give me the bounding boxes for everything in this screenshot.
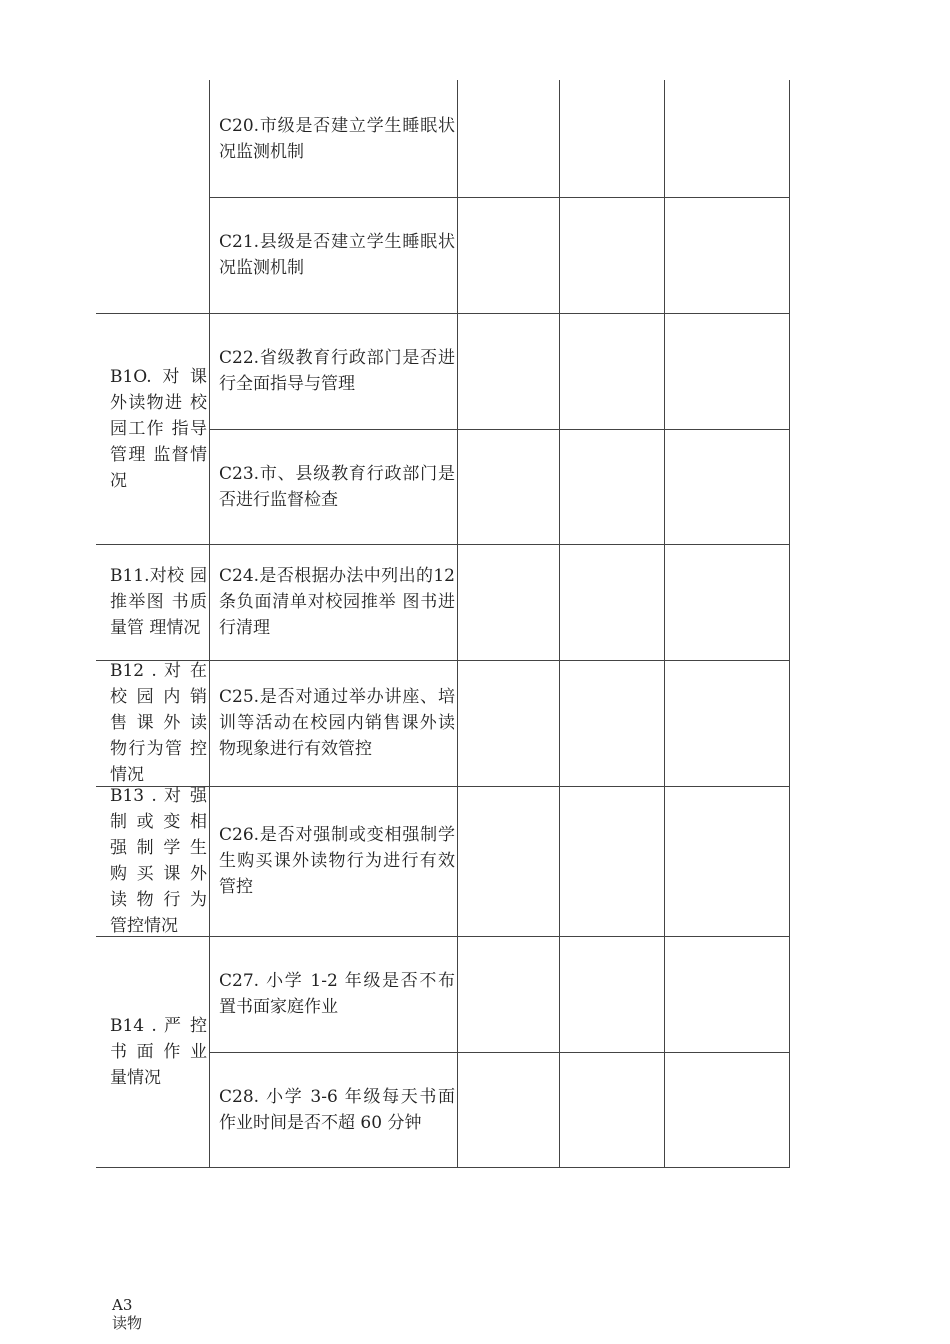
group-label: B13 . 对 强 制 或 变 相 强 制 学 生 购 买 课 外 读 物 行 为 管控情况 [110,786,207,936]
group-label: B1O.对课 外读物进 校园工作 指导管理 监督情况 [110,366,207,491]
item-text: C21.县级是否建立学生睡眠状况监测机制 [219,232,455,278]
item-cell-c27 [211,936,457,1052]
page-footer-note [112,1296,172,1332]
item-text: C28. 小学 3-6 年级每天书面作业时间是否不超 60 分钟 [219,1087,455,1133]
item-text: C26.是否对强制或变相强制学生购买课外读物行为进行有效管控 [219,825,455,897]
group-label: B11.对校 园推举图 书质量管 理情况 [110,566,207,638]
item-cell-c20 [211,80,457,197]
group-cell-b12 [96,660,209,786]
item-cell-c23 [211,429,457,544]
group-cell-b11 [96,544,209,660]
group-cell-b14 [96,936,209,1168]
item-text: C27. 小学 1-2 年级是否不布置书面家庭作业 [219,971,455,1017]
group-label: B14 . 严 控 书 面 作 业 量情况 [110,1016,207,1088]
item-text: C23.市、县级教育行政部门是否进行监督检查 [219,463,455,510]
item-text: C24.是否根据办法中列出的12条负面清单对校园推举 图书进行清理 [219,566,455,638]
item-text: C20.市级是否建立学生睡眠状况监测机制 [219,115,455,162]
item-cell-c21 [211,197,457,313]
item-cell-c24 [211,544,457,660]
item-text: C25.是否对通过举办讲座、培训等活动在校园内销售课外读物现象进行有效管控 [219,687,455,759]
item-cell-c22 [211,313,457,429]
footer-line-2: 读物 [112,1314,143,1332]
group-label: B12 . 对 在 校 园 内 销 售 课 外 读 物行为管 控情况 [110,661,207,785]
group-cell-b10 [96,313,209,544]
item-cell-c26 [211,786,457,936]
item-text: C22.省级教育行政部门是否进行全面指导与管理 [219,348,455,394]
item-cell-c28 [211,1052,457,1168]
group-cell-b13 [96,786,209,936]
item-cell-c25 [211,660,457,786]
group-cell-b9 [96,80,209,313]
footer-line-1: A3 [112,1296,133,1314]
